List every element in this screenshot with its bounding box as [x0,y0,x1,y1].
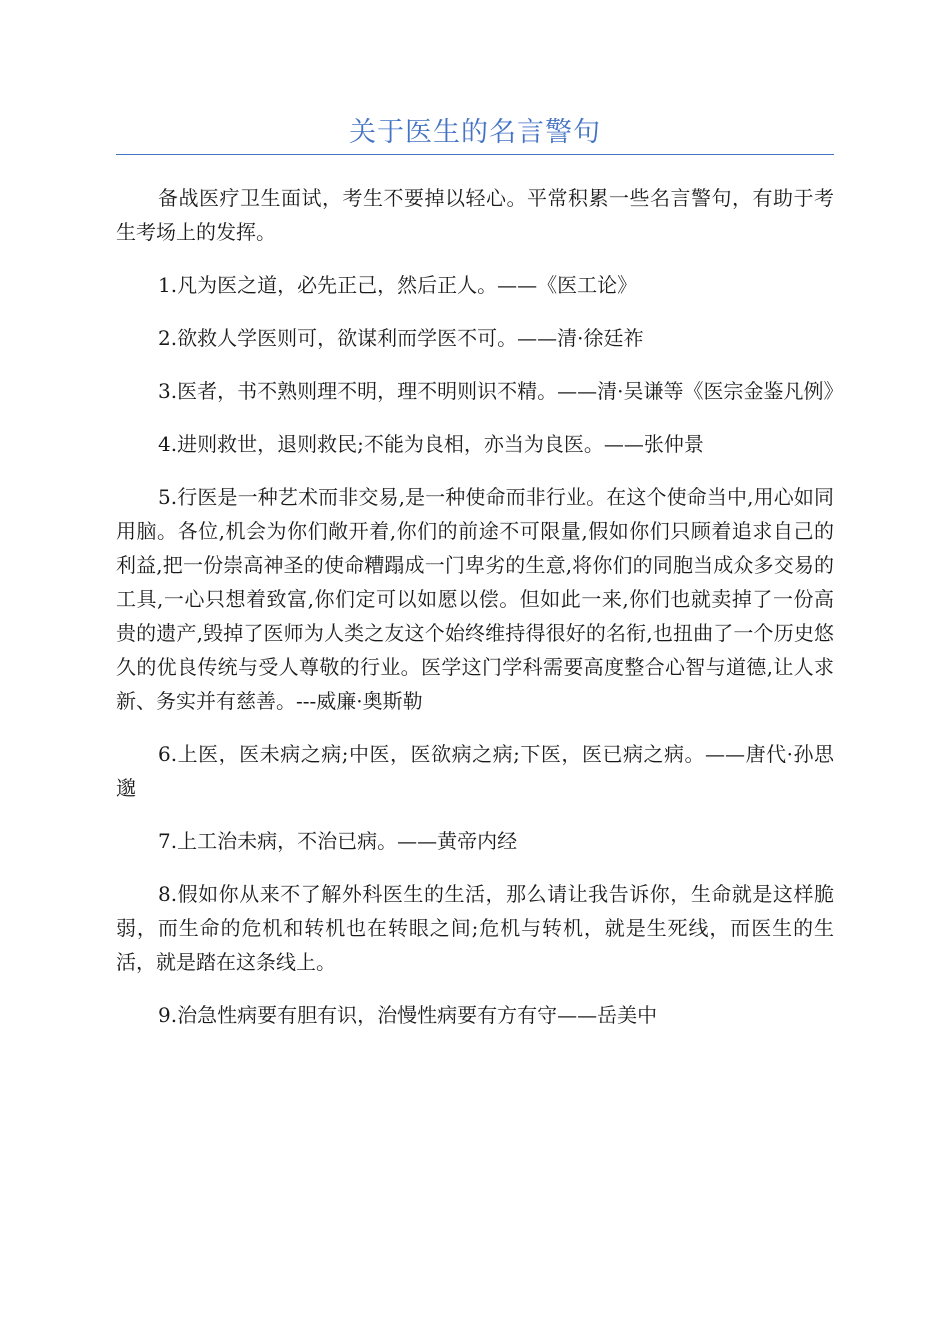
page-title: 关于医生的名言警句 [349,117,601,148]
quote-paragraph: 8.假如你从来不了解外科医生的生活，那么请让我告诉你，生命就是这样脆弱，而生命的危机和转机也在转眼之间;危机与转机，就是生死线，而医生的生活，就是踏在这条线上。 [116,882,834,974]
quote-paragraph: 9.治急性病要有胆有识，治慢性病要有方有守——岳美中 [158,1003,658,1027]
document-page [116,0,844,1051]
document-body [116,181,844,1032]
quote-paragraph: 2.欲救人学医则可，欲谋利而学医不可。——清·徐廷祚 [158,326,644,350]
intro-paragraph: 备战医疗卫生面试，考生不要掉以轻心。平常积累一些名言警句，有助于考生考场上的发挥。 [116,186,834,244]
quote-paragraph: 7.上工治未病，不治已病。——黄帝内经 [158,829,518,853]
quote-paragraph: 6.上医，医未病之病;中医，医欲病之病;下医，医已病之病。——唐代·孙思邈 [116,742,834,800]
quote-paragraph: 4.进则救世，退则救民;不能为良相，亦当为良医。——张仲景 [158,432,704,456]
quote-paragraph: 3.医者，书不熟则理不明，理不明则识不精。——清·吴谦等《医宗金鉴凡例》 [158,379,844,403]
quote-paragraph: 5.行医是一种艺术而非交易,是一种使命而非行业。在这个使命当中,用心如同用脑。各位,机会为你们敞开着,你们的前途不可限量,假如你们只顾着追求自己的利益,把一份崇高神圣的使命糟蹋成一门卑劣的生意,将你们的同胞当成众多交易的工具,一心只想着致富,你们定可以如愿以偿。但如此一来,你们也就卖掉了一份高贵的遗产,毁掉了医师为人类之友这个始终维持得很好的名衔,也扭曲了一个历史悠久的优良传统与受人尊敬的行业。医学这门学科需要高度整合心智与道德,让人求新、务实并有慈善。---威廉·奥斯勒 [116,485,834,713]
title-underline [116,154,834,155]
quote-paragraph: 1.凡为医之道，必先正己，然后正人。——《医工论》 [158,273,638,297]
